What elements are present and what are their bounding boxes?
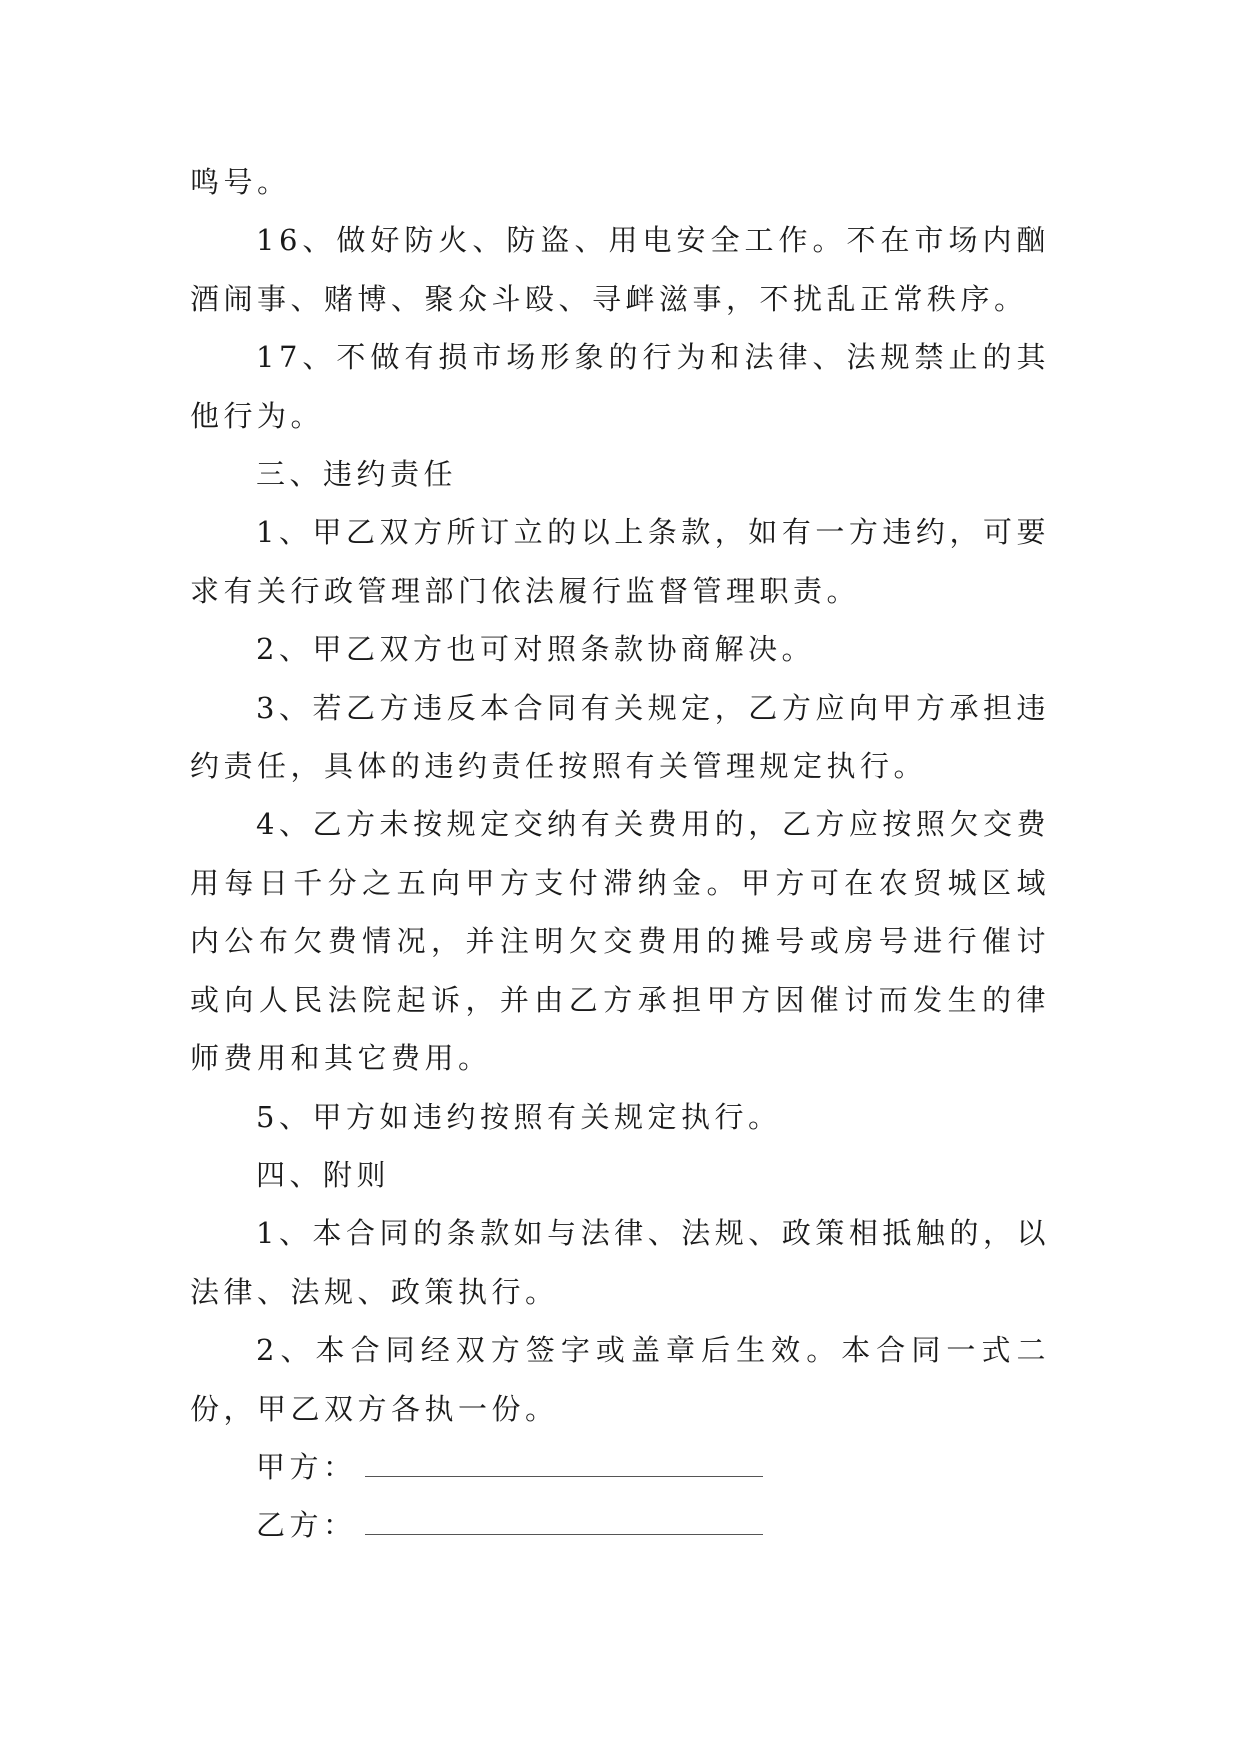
signature-party-a [190, 1438, 1050, 1496]
signature-party-b [190, 1496, 1050, 1554]
breach-clause-4: 4、乙方未按规定交纳有关费用的，乙方应按照欠交费用每日千分之五向甲方支付滞纳金。甲方可在农贸城区域内公布欠费情况，并注明欠交费用的摊号或房号进行催讨或向人民法院起诉，并由乙方承担甲方因催讨而发生的律师费用和其它费用。 [190, 807, 1050, 1076]
breach-clause-3: 3、若乙方违反本合同有关规定，乙方应向甲方承担违约责任，具体的违约责任按照有关管理规定执行。 [190, 690, 1050, 784]
document-body [190, 153, 1050, 1555]
signature-label-party-b: 乙方： [256, 1508, 357, 1543]
section-heading-supplementary: 四、附则 [256, 1157, 391, 1192]
clause-17: 17、不做有损市场形象的行为和法律、法规禁止的其他行为。 [190, 340, 1050, 433]
signature-line-party-a [365, 1452, 763, 1477]
clause-16: 16、做好防火、防盗、用电安全工作。不在市场内酗酒闹事、赌博、聚众斗殴、寻衅滋事，不扰乱正常秩序。 [190, 223, 1050, 316]
section-heading-breach-liability: 三、违约责任 [256, 457, 458, 492]
breach-clause-2: 2、甲乙双方也可对照条款协商解决。 [256, 632, 815, 667]
paragraph-continuation: 鸣号。 [190, 165, 291, 199]
signature-line-party-b [365, 1510, 763, 1535]
signature-label-party-a: 甲方： [256, 1449, 357, 1484]
supplementary-clause-1: 1、本合同的条款如与法律、法规、政策相抵触的，以法律、法规、政策执行。 [190, 1216, 1050, 1309]
breach-clause-1: 1、甲乙双方所订立的以上条款，如有一方违约，可要求有关行政管理部门依法履行监督管理职责。 [190, 515, 1050, 608]
supplementary-clause-2: 2、本合同经双方签字或盖章后生效。本合同一式二份，甲乙双方各执一份。 [190, 1333, 1050, 1426]
breach-clause-5: 5、甲方如违约按照有关规定执行。 [256, 1099, 782, 1134]
